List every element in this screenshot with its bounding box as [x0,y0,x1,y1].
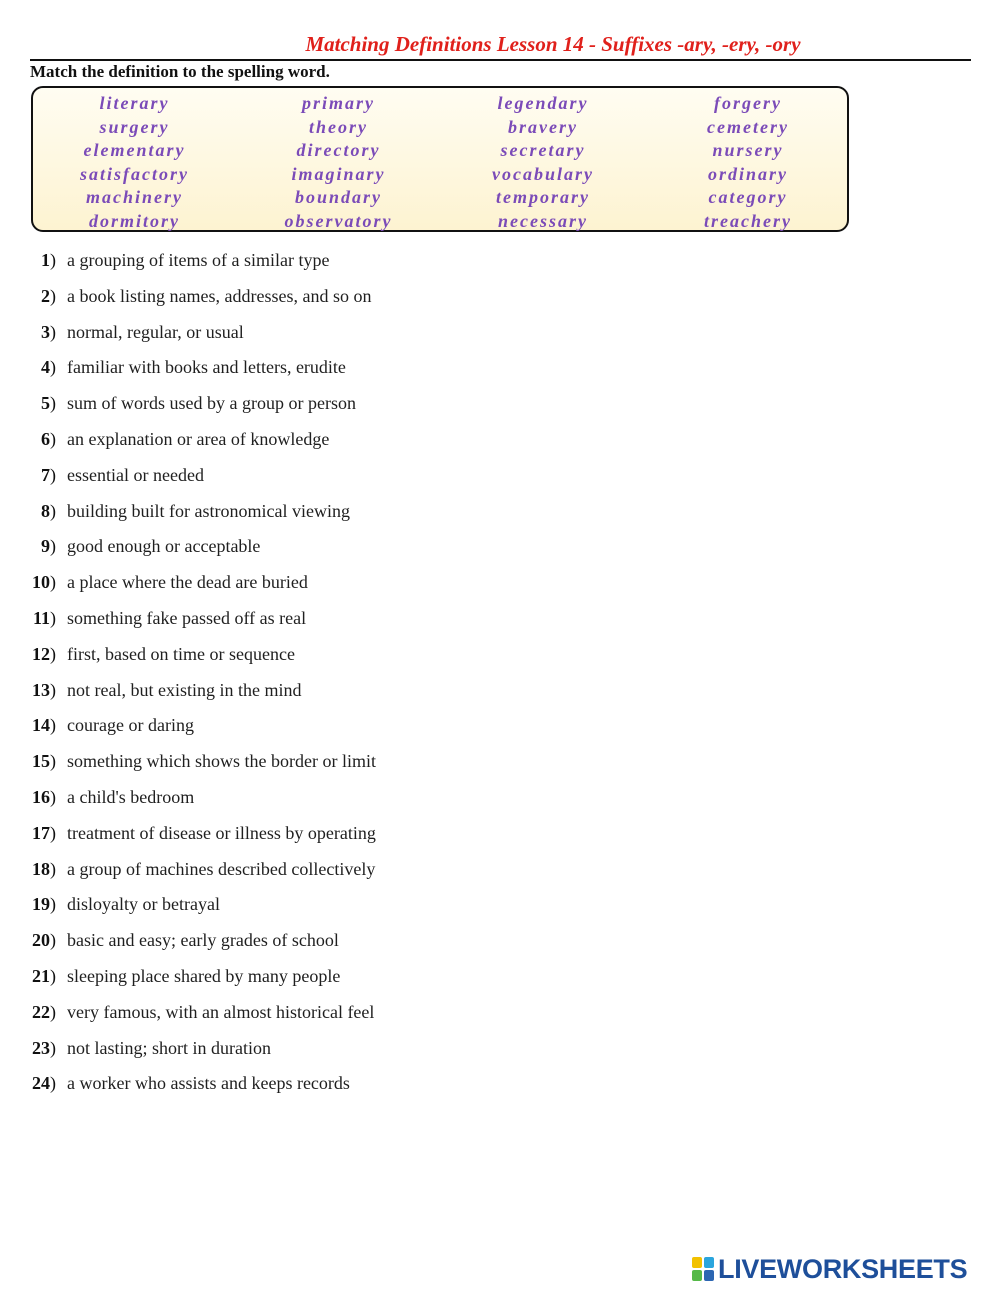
word-bank-word: machinery [86,187,183,208]
definition-item [0,677,600,713]
definition-number-value: 2 [41,285,50,306]
definition-number-value: 1 [41,250,50,270]
definition-text: disloyalty or betrayal [67,894,220,915]
definition-number: 9) [41,536,56,557]
definition-number: 16) [32,786,56,807]
definition-text: first, based on time or sequence [67,643,295,664]
definition-item [0,748,600,784]
word-bank-word: vocabulary [492,163,594,184]
definition-text: familiar with books and letters, erudite [67,357,346,378]
definition-text: sum of words used by a group or person [67,393,356,414]
definition-item [0,963,600,999]
definition-number: 7) [41,464,56,485]
definition-number-value: 15 [32,751,50,772]
definition-number-value: 23 [32,1037,50,1058]
definition-number: 18) [32,858,56,879]
definition-number: 21) [32,965,56,986]
definition-item [0,569,600,605]
definition-number: 6) [41,428,56,449]
definition-text: a place where the dead are buried [67,572,308,593]
definition-item [0,1070,600,1106]
definition-item [0,641,600,677]
word-bank-word: category [708,187,788,208]
definition-number: 1) [41,250,56,270]
definition-text: not lasting; short in duration [67,1037,271,1058]
definition-text: essential or needed [67,464,204,485]
word-bank-word: surgery [99,116,170,137]
definition-number: 24) [32,1073,56,1094]
word-bank-word: dormitory [88,210,180,231]
definition-item [0,784,600,820]
definition-text: a book listing names, addresses, and so on [67,285,372,306]
definition-number: 19) [32,894,56,915]
definition-number: 3) [41,321,56,342]
word-bank-word: legendary [497,93,589,113]
definition-number: 4) [41,357,56,378]
word-bank-word: literary [99,93,170,113]
definition-number-value: 3 [41,321,50,342]
word-bank-word: directory [296,140,381,161]
definition-text: courage or daring [67,715,194,736]
definition-text: an explanation or area of knowledge [67,428,330,449]
definition-number-value: 20 [32,930,50,951]
word-bank-word: secretary [500,140,586,161]
word-bank-word: bravery [508,116,578,137]
definition-number-value: 7 [41,464,50,485]
definition-number-value: 12 [32,643,50,664]
definition-item [0,319,600,355]
word-bank-word: satisfactory [80,163,189,184]
definition-item [0,891,600,927]
liveworksheets-logo-icon [692,1257,714,1281]
definition-number-value: 9 [41,536,50,557]
word-bank-word: ordinary [707,163,788,184]
definition-number: 5) [41,393,56,414]
definition-item [0,390,600,426]
definition-number: 10) [32,572,56,593]
word-bank-word: observatory [284,210,393,231]
definition-number: 2) [41,285,56,306]
word-bank-word: treachery [704,210,792,231]
definition-text: a grouping of items of a similar type [67,250,330,270]
definition-number-value: 17 [32,822,50,843]
word-bank-word: primary [301,93,375,113]
definition-number: 15) [32,751,56,772]
definition-number: 8) [41,500,56,521]
definition-number-value: 18 [32,858,50,879]
definition-number-value: 22 [32,1001,50,1022]
definition-item [0,426,600,462]
definition-number-value: 4 [41,357,50,378]
word-bank [31,86,849,232]
definition-text: something which shows the border or limit [67,751,376,772]
definition-number-value: 5 [41,393,50,414]
word-bank-grid [33,92,851,234]
liveworksheets-brand[interactable] [692,1254,967,1284]
definition-text: building built for astronomical viewing [67,500,350,521]
definition-text: treatment of disease or illness by operating [67,822,376,843]
definition-number: 12) [32,643,56,664]
definition-text: sleeping place shared by many people [67,965,341,986]
instructions: Match the definition to the spelling word. [30,62,330,81]
word-bank-word: elementary [83,140,186,161]
definition-text: not real, but existing in the mind [67,679,302,700]
definition-number-value: 19 [32,894,50,915]
word-bank-word: cemetery [707,116,789,137]
definition-number-value: 24 [32,1073,50,1094]
definition-item [0,605,600,641]
definition-item [0,1035,600,1071]
definition-item [0,712,600,748]
definition-text: something fake passed off as real [67,607,307,628]
title-divider [30,59,971,61]
definition-number: 20) [32,930,56,951]
definition-item [0,927,600,963]
word-bank-word: imaginary [291,163,386,184]
definition-number-value: 13 [32,679,50,700]
definition-text: basic and easy; early grades of school [67,930,339,951]
definition-number-value: 8 [41,500,50,521]
definition-item [0,820,600,856]
definition-text: normal, regular, or usual [67,321,244,342]
definition-text: very famous, with an almost historical feel [67,1001,375,1022]
definition-number-value: 14 [32,715,50,736]
definition-number: 17) [32,822,56,843]
definition-number: 22) [32,1001,56,1022]
definition-number-value: 16 [32,786,50,807]
definition-item [0,533,600,569]
definition-item [0,462,600,498]
definition-number-value: 21 [32,965,50,986]
definition-text: good enough or acceptable [67,536,261,557]
definition-item [0,856,600,892]
definition-item [0,354,600,390]
word-bank-word: theory [309,116,368,137]
word-bank-word: forgery [714,93,782,113]
definition-item [0,247,600,283]
definition-text: a worker who assists and keeps records [67,1073,350,1094]
definition-list [0,247,600,1106]
definition-number-value: 6 [41,428,50,449]
definition-number: 13) [32,679,56,700]
definition-item [0,283,600,319]
definition-item [0,999,600,1035]
brand-name: LIVEWORKSHEETS [718,1253,968,1284]
word-bank-word: boundary [294,187,382,208]
definition-number: 11) [32,607,56,628]
definition-number: 14) [32,715,56,736]
definition-item [0,498,600,534]
definition-number-value: 10 [32,572,50,593]
word-bank-word: temporary [496,187,590,208]
definition-number-value: 11 [32,607,50,628]
definition-text: a child's bedroom [67,786,195,807]
word-bank-word: necessary [498,210,588,231]
definition-text: a group of machines described collectively [67,858,376,879]
definition-number: 23) [32,1037,56,1058]
word-bank-word: nursery [712,140,784,161]
worksheet-title: Matching Definitions Lesson 14 - Suffixes -ary, -ery, -ory [305,32,801,56]
